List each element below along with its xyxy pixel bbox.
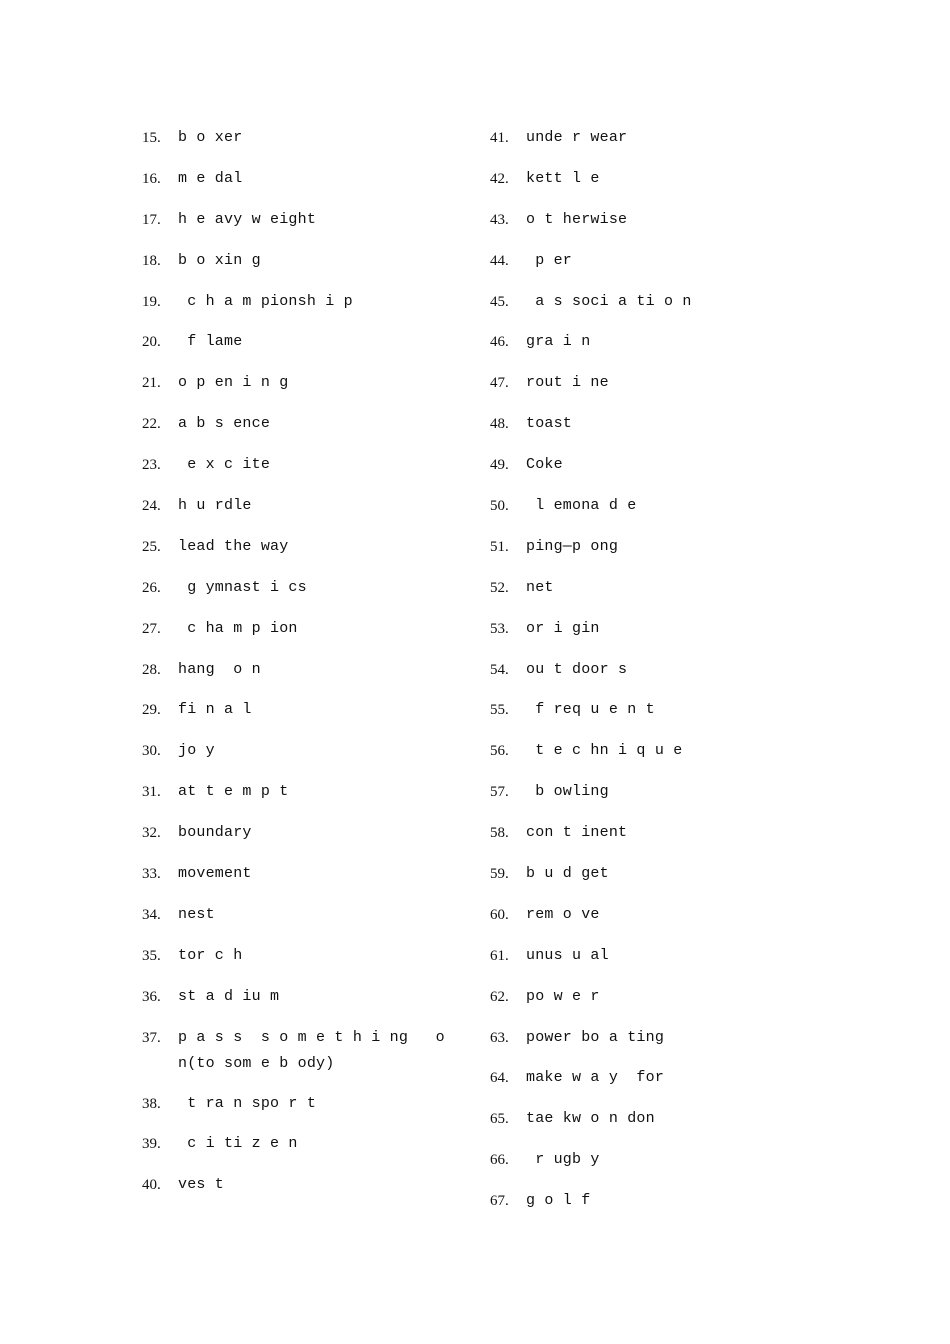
- vocab-item: [142, 373, 522, 393]
- item-word: b o xin g: [178, 251, 261, 269]
- item-word: tor c h: [178, 946, 243, 964]
- item-word: c i ti z e n: [178, 1135, 298, 1153]
- item-word: p a s s s o m e t h i ng o n(to som e b ody): [178, 1028, 455, 1072]
- item-number: 55.: [490, 702, 509, 719]
- vocab-item: [490, 864, 870, 884]
- item-word: make w a y for: [526, 1069, 665, 1087]
- vocab-item: [142, 210, 522, 230]
- item-number: 45.: [490, 293, 509, 310]
- vocab-item: [142, 946, 522, 966]
- item-number: 53.: [490, 620, 509, 637]
- item-number: 19.: [142, 293, 161, 310]
- item-word: b owling: [526, 783, 609, 801]
- item-number: 46.: [490, 334, 509, 351]
- vocab-item: [490, 578, 870, 598]
- vocab-item: [490, 292, 870, 312]
- vocab-item: [490, 537, 870, 557]
- item-word: t ra n spo r t: [178, 1094, 317, 1112]
- item-word: f lame: [178, 333, 243, 351]
- vocab-item: [142, 700, 522, 720]
- vocab-item: [142, 864, 522, 884]
- item-word: rout i ne: [526, 374, 609, 392]
- item-number: 31.: [142, 784, 161, 801]
- item-number: 41.: [490, 130, 509, 146]
- item-word: lead the way: [178, 537, 289, 555]
- vocab-item: [490, 332, 870, 352]
- item-number: 33.: [142, 866, 161, 883]
- vocab-item: [490, 373, 870, 393]
- vocab-item: [142, 414, 522, 434]
- item-number: 38.: [142, 1095, 161, 1112]
- item-word: ves t: [178, 1176, 225, 1194]
- vocab-item: [490, 1109, 870, 1129]
- item-number: 65.: [490, 1111, 509, 1128]
- item-number: 50.: [490, 498, 509, 515]
- vocab-item: [142, 578, 522, 598]
- vocab-item: [142, 292, 522, 312]
- vocab-item: [490, 128, 870, 148]
- vocab-item: [490, 210, 870, 230]
- vocab-item: [142, 128, 522, 148]
- item-word: p er: [526, 251, 573, 269]
- vocab-item: [490, 414, 870, 434]
- vocab-item: [490, 741, 870, 761]
- item-number: 60.: [490, 906, 509, 923]
- vocab-item: [490, 905, 870, 925]
- item-word: f req u e n t: [526, 701, 655, 719]
- item-word: kett l e: [526, 169, 600, 187]
- item-word: h e avy w eight: [178, 210, 317, 228]
- vocab-item: [490, 169, 870, 189]
- item-number: 43.: [490, 211, 509, 228]
- item-number: 63.: [490, 1029, 509, 1046]
- item-number: 34.: [142, 906, 161, 923]
- vocab-item: [490, 455, 870, 475]
- item-word: or i gin: [526, 619, 600, 637]
- item-word: m e dal: [178, 169, 243, 187]
- item-number: 15.: [142, 130, 161, 146]
- item-word: Coke: [526, 456, 563, 474]
- vocab-item: [142, 782, 522, 802]
- item-number: 28.: [142, 661, 161, 678]
- item-word: o t herwise: [526, 210, 628, 228]
- item-word: l emona d e: [526, 497, 637, 515]
- vocab-item: [490, 1068, 870, 1088]
- vocab-item: [490, 782, 870, 802]
- vocab-item: [142, 251, 522, 271]
- item-number: 59.: [490, 866, 509, 883]
- item-number: 61.: [490, 947, 509, 964]
- vocab-item: [142, 1134, 522, 1154]
- item-word: b o xer: [178, 129, 243, 146]
- item-word: fi n a l: [178, 701, 252, 719]
- vocab-item: [142, 741, 522, 761]
- item-number: 20.: [142, 334, 161, 351]
- item-number: 54.: [490, 661, 509, 678]
- item-word: gra i n: [526, 333, 591, 351]
- item-number: 23.: [142, 457, 161, 474]
- vocab-item: [490, 700, 870, 720]
- item-number: 18.: [142, 252, 161, 269]
- item-number: 39.: [142, 1136, 161, 1153]
- vocab-item: [490, 496, 870, 516]
- item-word: unus u al: [526, 946, 609, 964]
- item-number: 26.: [142, 579, 161, 596]
- item-number: 56.: [490, 743, 509, 760]
- vocabulary-column-right: [490, 128, 870, 1232]
- item-word: hang o n: [178, 660, 261, 678]
- item-number: 22.: [142, 416, 161, 433]
- item-number: 30.: [142, 743, 161, 760]
- vocab-item: [142, 496, 522, 516]
- item-word: power bo a ting: [526, 1028, 665, 1046]
- item-number: 21.: [142, 375, 161, 392]
- item-word: rem o ve: [526, 905, 600, 923]
- item-number: 25.: [142, 538, 161, 555]
- item-number: 36.: [142, 988, 161, 1005]
- item-number: 29.: [142, 702, 161, 719]
- vocab-item: [142, 1094, 522, 1114]
- item-word: c ha m p ion: [178, 619, 298, 637]
- item-number: 57.: [490, 784, 509, 801]
- item-word: o p en i n g: [178, 374, 289, 392]
- item-number: 40.: [142, 1177, 161, 1194]
- item-word: ou t door s: [526, 660, 628, 678]
- item-word: ping—p ong: [526, 537, 619, 555]
- item-word: a b s ence: [178, 415, 271, 433]
- item-number: 17.: [142, 211, 161, 228]
- item-word: jo y: [178, 742, 215, 760]
- item-word: c h a m pionsh i p: [178, 292, 353, 310]
- item-word: st a d iu m: [178, 987, 280, 1005]
- item-word: movement: [178, 865, 252, 883]
- vocab-item: [142, 619, 522, 639]
- vocab-item: [490, 987, 870, 1007]
- item-number: 44.: [490, 252, 509, 269]
- item-word: po w e r: [526, 987, 600, 1005]
- item-word: net: [526, 578, 554, 596]
- vocab-item: [142, 1175, 522, 1195]
- vocabulary-column-left: [142, 128, 522, 1216]
- item-word: con t inent: [526, 824, 628, 842]
- vocab-item: [490, 946, 870, 966]
- vocab-item: [490, 1150, 870, 1170]
- vocab-item: [490, 251, 870, 271]
- item-word: g ymnast i cs: [178, 578, 307, 596]
- item-number: 62.: [490, 988, 509, 1005]
- item-word: g o l f: [526, 1192, 591, 1210]
- item-word: b u d get: [526, 865, 609, 883]
- item-number: 16.: [142, 170, 161, 187]
- item-word: a s soci a ti o n: [526, 292, 692, 310]
- item-number: 42.: [490, 170, 509, 187]
- vocab-item: [142, 823, 522, 843]
- item-number: 49.: [490, 457, 509, 474]
- vocab-item: [490, 660, 870, 680]
- item-number: 51.: [490, 538, 509, 555]
- item-number: 52.: [490, 579, 509, 596]
- vocab-item: [142, 332, 522, 352]
- item-word: toast: [526, 415, 573, 433]
- item-number: 64.: [490, 1070, 509, 1087]
- vocab-item: [142, 169, 522, 189]
- item-number: 47.: [490, 375, 509, 392]
- vocab-item: [142, 537, 522, 557]
- item-number: 58.: [490, 825, 509, 842]
- item-number: 67.: [490, 1193, 509, 1210]
- item-word: r ugb y: [526, 1151, 600, 1169]
- item-number: 48.: [490, 416, 509, 433]
- vocab-item: [490, 1028, 870, 1048]
- item-word: nest: [178, 905, 215, 923]
- item-word: tae kw o n don: [526, 1110, 655, 1128]
- item-number: 35.: [142, 947, 161, 964]
- vocab-item: [490, 1191, 870, 1211]
- vocab-item: [490, 619, 870, 639]
- item-word: unde r wear: [526, 129, 628, 146]
- vocab-item: [142, 987, 522, 1007]
- item-word: boundary: [178, 824, 252, 842]
- vocab-item: [142, 660, 522, 680]
- item-number: 37.: [142, 1029, 161, 1046]
- item-number: 27.: [142, 620, 161, 637]
- vocab-item: [490, 823, 870, 843]
- item-number: 32.: [142, 825, 161, 842]
- item-number: 66.: [490, 1152, 509, 1169]
- item-word: e x c ite: [178, 456, 271, 474]
- item-number: 24.: [142, 498, 161, 515]
- item-word: at t e m p t: [178, 783, 289, 801]
- vocab-item: [142, 455, 522, 475]
- vocab-item: [142, 1028, 522, 1074]
- vocab-item: [142, 905, 522, 925]
- item-word: h u rdle: [178, 497, 252, 515]
- item-word: t e c hn i q u e: [526, 742, 683, 760]
